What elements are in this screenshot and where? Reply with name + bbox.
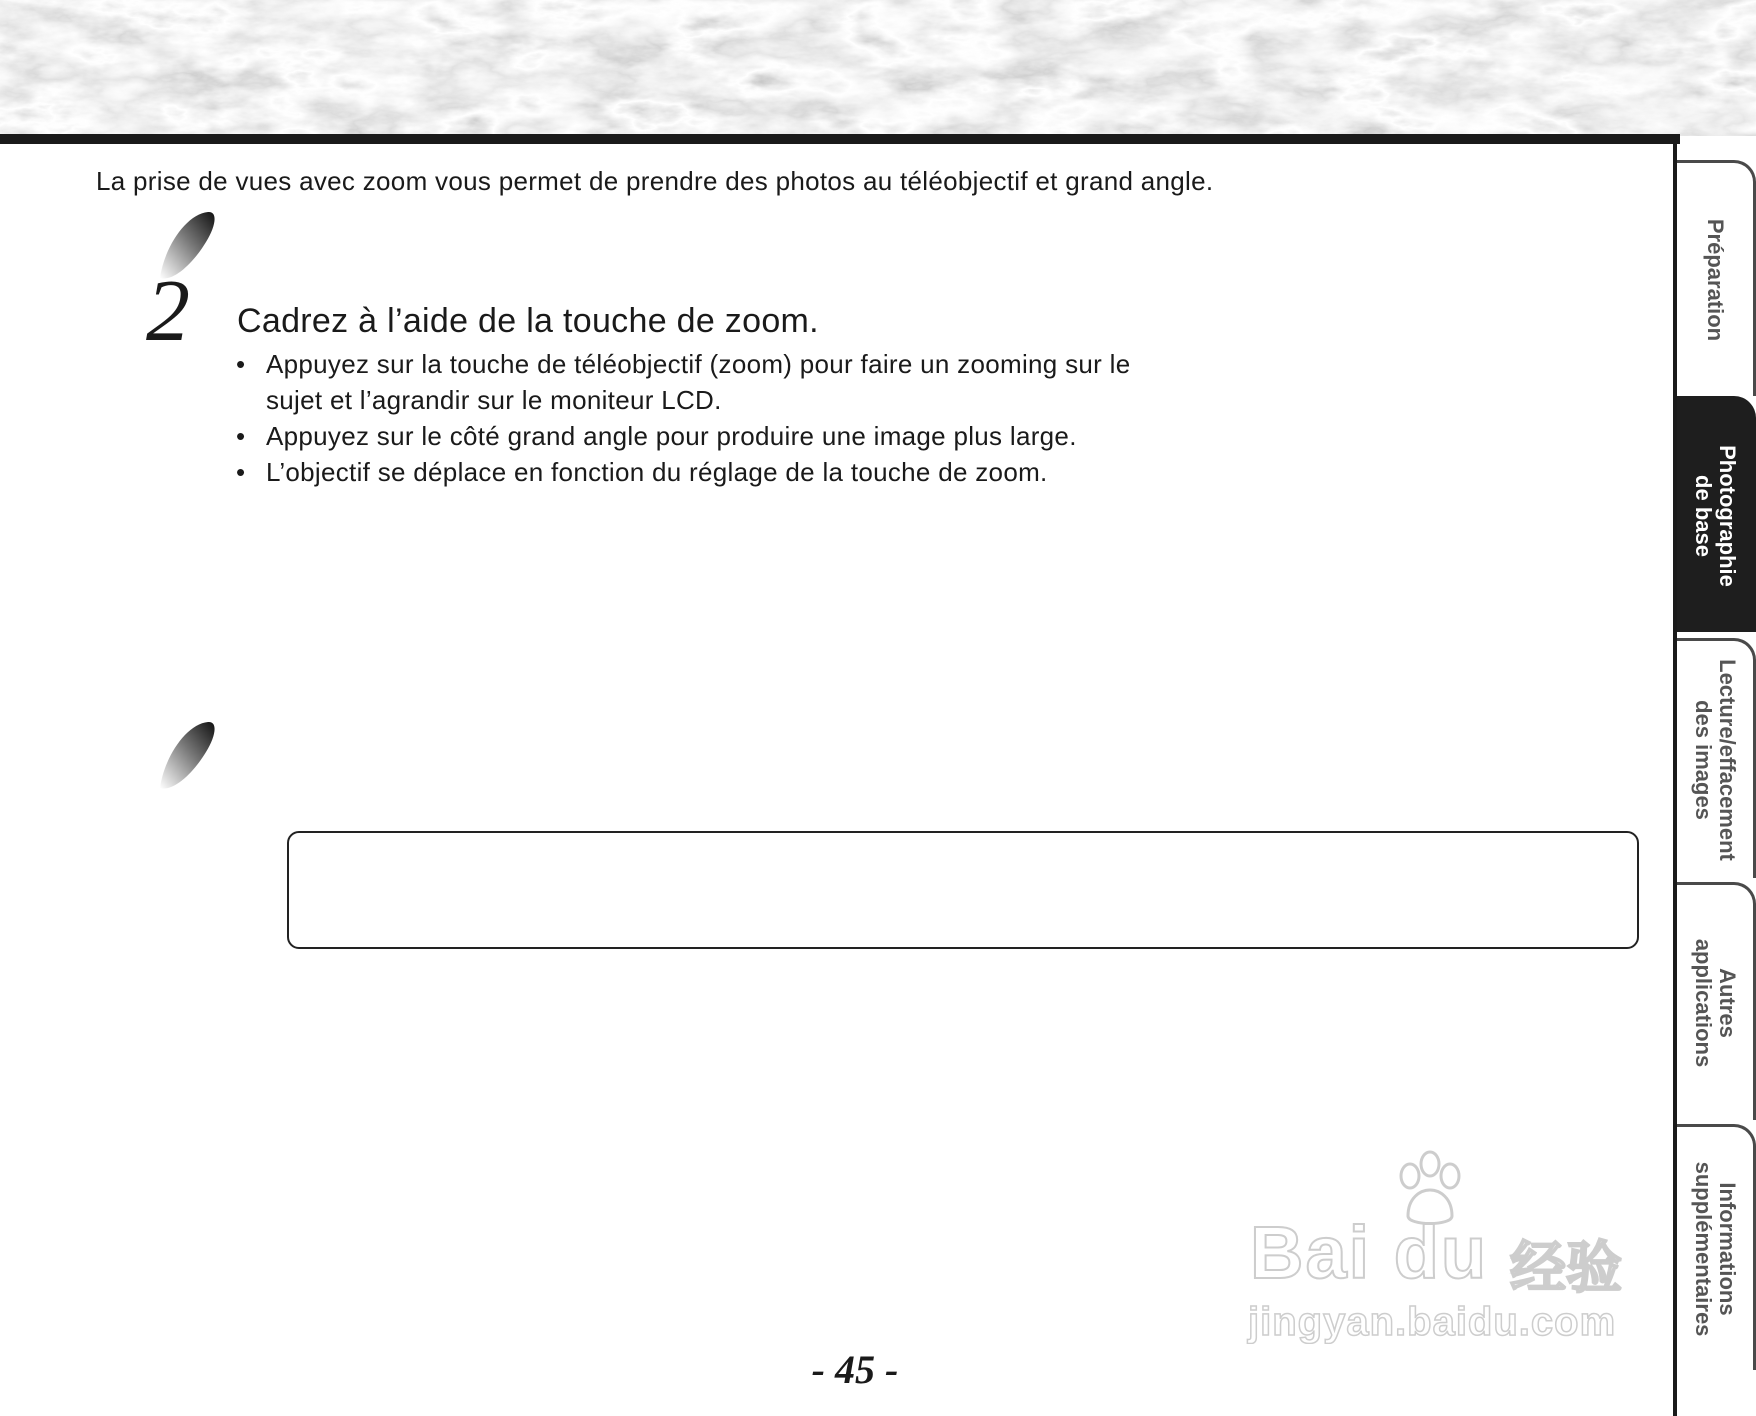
bullet-icon: • bbox=[236, 421, 246, 451]
list-item bbox=[236, 346, 1176, 418]
watermark-url: jingyan.baidu.com bbox=[1248, 1300, 1617, 1344]
swoosh-icon bbox=[156, 718, 218, 794]
tab-autres-applications[interactable] bbox=[1677, 882, 1756, 1120]
tab-lecture-effacement[interactable] bbox=[1677, 638, 1756, 878]
tab-label: Informations supplémentaires bbox=[1691, 1161, 1740, 1336]
header-rule bbox=[0, 134, 1680, 144]
step-number: 2 bbox=[146, 263, 190, 360]
header-marble-banner bbox=[0, 0, 1756, 136]
watermark-jingyan: 经验 bbox=[1510, 1236, 1622, 1299]
tab-informations-supplementaires[interactable] bbox=[1677, 1124, 1756, 1370]
intro-text: La prise de vues avec zoom vous permet de prendre des photos au téléobjectif et grand angle. bbox=[96, 166, 1214, 196]
bullet-text: Appuyez sur la touche de téléobjectif (zoom) pour faire un zooming sur le sujet et l’agrandir sur le moniteur LCD. bbox=[266, 349, 1131, 415]
tab-label: Autres applications bbox=[1691, 938, 1740, 1067]
tab-label: Préparation bbox=[1703, 218, 1728, 341]
step-bullet-list bbox=[236, 346, 1176, 490]
page-number: - 45 - bbox=[811, 1347, 899, 1392]
tab-label: Photographie de base bbox=[1691, 444, 1740, 587]
list-item bbox=[236, 454, 1176, 490]
bullet-text: L’objectif se déplace en fonction du réglage de la touche de zoom. bbox=[266, 457, 1048, 487]
note-box bbox=[287, 831, 1639, 949]
list-item bbox=[236, 418, 1176, 454]
baidu-watermark bbox=[1240, 1150, 1660, 1350]
tab-preparation[interactable] bbox=[1677, 160, 1756, 396]
bullet-icon: • bbox=[236, 457, 246, 487]
tab-label: Lecture/effacement des images bbox=[1691, 658, 1740, 861]
step-title: Cadrez à l’aide de la touche de zoom. bbox=[237, 302, 819, 340]
watermark-brand: Bai du bbox=[1250, 1211, 1489, 1294]
bullet-text: Appuyez sur le côté grand angle pour produire une image plus large. bbox=[266, 421, 1077, 451]
tab-photographie-de-base[interactable] bbox=[1677, 396, 1756, 632]
bullet-icon: • bbox=[236, 349, 246, 379]
